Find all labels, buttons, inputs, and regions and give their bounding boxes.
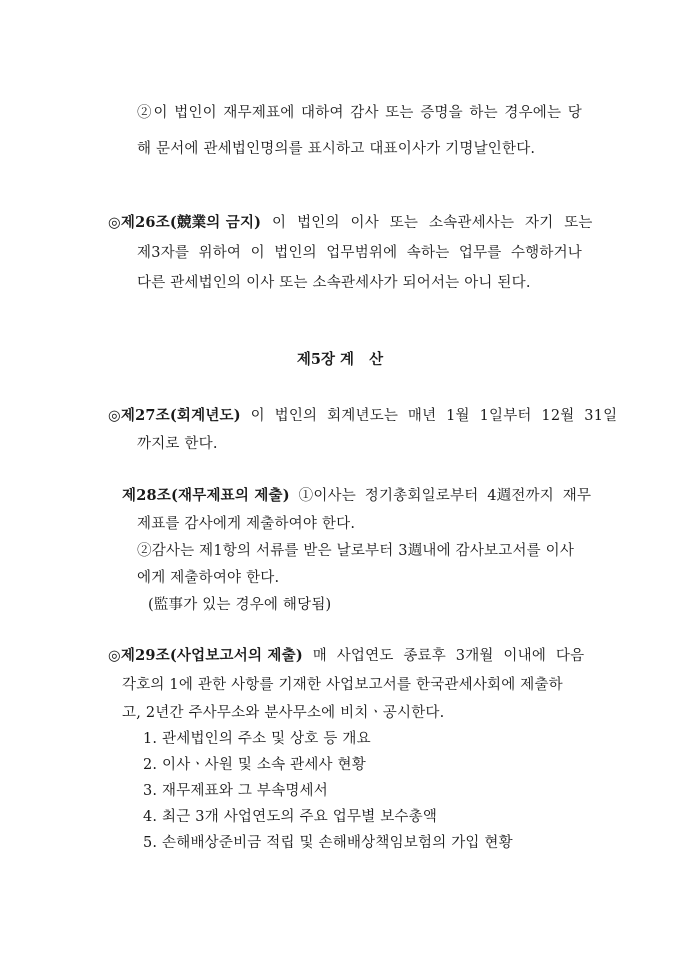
art29-item-4: 4. 최근 3개 사업연도의 주요 업무별 보수총액 (143, 809, 438, 825)
art29-item-2: 2. 이사ㆍ사원 및 소속 관세사 현황 (143, 757, 366, 773)
art27-line2: 까지로 한다. (137, 436, 218, 452)
art27-marker: ◎ (108, 407, 121, 424)
art29-text: 매 사업연도 종료후 3개월 이내에 다음 (302, 648, 585, 664)
art29-heading: 제29조(사업보고서의 제출) (120, 647, 303, 664)
chapter-title: 제5장 계 산 (296, 351, 384, 368)
art25-para2-line2: 해 문서에 관세법인명의를 표시하고 대표이사가 기명날인한다. (137, 141, 536, 157)
art28-heading: 제28조(재무제표의 제출) (122, 487, 290, 504)
art26-heading: 제26조(競業의 금지) (120, 214, 262, 231)
art26-text: 이 법인의 이사 또는 소속관세사는 자기 또는 (261, 215, 593, 231)
art27-text: 이 법인의 회계년도는 매년 1월 1일부터 12월 31일 (240, 408, 618, 424)
art29-line1 (108, 646, 585, 666)
art26-line2: 제3자를 위하여 이 법인의 업무범위에 속하는 업무를 수행하거나 (137, 245, 582, 261)
art28-text: ①이사는 정기총회일로부터 4週전까지 재무 (289, 488, 592, 504)
art26-line3: 다른 관세법인의 이사 또는 소속관세사가 되어서는 아니 된다. (137, 275, 531, 291)
art27-line1 (108, 406, 618, 426)
art29-item-3: 3. 재무제표와 그 부속명세서 (143, 783, 328, 799)
art29-line2: 각호의 1에 관한 사항를 기재한 사업보고서를 한국관세사회에 제출하 (122, 677, 563, 693)
art28-line1 (122, 486, 591, 506)
art26-line1 (108, 213, 593, 233)
art27-heading: 제27조(회계년도) (120, 407, 241, 424)
art28-line3: ②감사는 제1항의 서류를 받은 날로부터 3週내에 감사보고서를 이사 (137, 543, 575, 559)
art29-marker: ◎ (108, 647, 121, 664)
art26-marker: ◎ (108, 214, 121, 231)
art28-line2: 제표를 감사에게 제출하여야 한다. (137, 516, 356, 532)
art29-item-5: 5. 손해배상준비금 적립 및 손해배상책임보험의 가입 현황 (143, 835, 513, 851)
art28-note: (監事가 있는 경우에 해당됨) (148, 597, 332, 613)
art28-line4: 에게 제출하여야 한다. (137, 570, 280, 586)
art29-line3: 고, 2년간 주사무소와 분사무소에 비치ㆍ공시한다. (122, 705, 445, 721)
art25-para2-line1: ②이 법인이 재무제표에 대하여 감사 또는 증명을 하는 경우에는 당 (137, 105, 582, 121)
art29-item-1: 1. 관세법인의 주소 및 상호 등 개요 (143, 731, 371, 747)
